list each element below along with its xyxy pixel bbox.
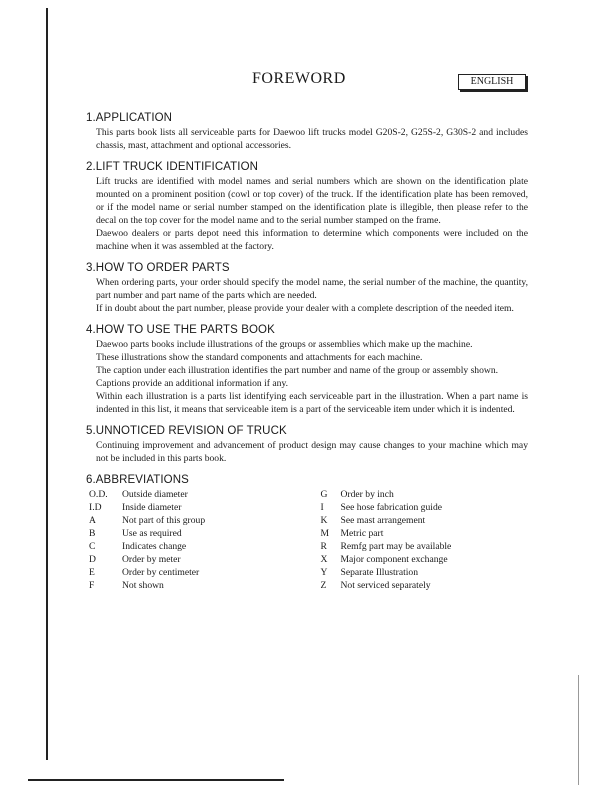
abbreviation-row — [321, 527, 529, 540]
abbreviation-row — [321, 553, 529, 566]
section-application — [86, 112, 528, 152]
section-paragraph: Within each illustration is a parts list identifying each serviceable part in the illustration. When a part name is indented in this list, it means that serviceable item is a part of the serviceable item under which it is indented. — [96, 391, 528, 415]
abbreviation-code: E — [89, 567, 95, 578]
abbreviation-code: O.D. — [89, 489, 108, 500]
abbreviation-meaning: Major component exchange — [340, 554, 448, 565]
abbreviation-meaning: Order by meter — [122, 554, 181, 565]
abbreviation-meaning: Order by centimeter — [122, 567, 200, 578]
abbreviation-meaning: Inside diameter — [122, 502, 182, 513]
abbreviation-meaning: Indicates change — [122, 541, 187, 552]
abbreviation-row — [89, 501, 301, 514]
section-revision — [86, 425, 528, 465]
abbreviation-code: C — [89, 541, 96, 552]
section-heading: 1.APPLICATION — [86, 112, 173, 124]
abbreviation-code: B — [89, 528, 96, 539]
abbreviation-row — [89, 553, 301, 566]
abbreviation-row — [321, 540, 529, 553]
section-heading: 6.ABBREVIATIONS — [86, 474, 189, 486]
section-abbreviations — [86, 474, 528, 592]
section-paragraph: Lift trucks are identified with model names and serial numbers which are shown on the identification plate mounted on a prominent position (cowl or top cover) of the truck. If the identification plate has been removed, or if the model name or serial number stamped on the identification plate is illegible, then please refer to the decal on the top cover for the model name and to the serial number stamped on the frame. — [96, 176, 528, 226]
abbreviation-meaning: Separate Illustration — [340, 567, 419, 578]
abbreviation-table — [89, 488, 528, 592]
abbreviation-code: Z — [320, 580, 327, 591]
scan-edge-bottom — [28, 779, 284, 781]
abbreviation-meaning: Not serviced separately — [340, 580, 431, 591]
abbreviation-meaning: See mast arrangement — [340, 515, 426, 526]
abbreviation-row — [321, 514, 529, 527]
section-use-parts-book — [86, 324, 528, 416]
section-paragraph: Daewoo parts books include illustrations of the groups or assemblies which make up the machine. — [96, 339, 473, 350]
abbreviation-meaning: Use as required — [122, 528, 182, 539]
abbreviation-column-right — [317, 488, 529, 592]
abbreviation-meaning: Remfg part may be available — [340, 541, 452, 552]
abbreviation-meaning: Metric part — [340, 528, 384, 539]
section-heading: 4.HOW TO USE THE PARTS BOOK — [86, 324, 275, 336]
foreword-content — [86, 112, 528, 601]
abbreviation-row — [321, 488, 529, 501]
abbreviation-row — [89, 566, 301, 579]
language-label: ENGLISH — [458, 74, 526, 90]
section-paragraph: If in doubt about the part number, please provide your dealer with a complete description of the needed item. — [96, 303, 514, 314]
abbreviation-code: R — [320, 541, 327, 552]
abbreviation-row — [89, 540, 301, 553]
abbreviation-meaning: See hose fabrication guide — [340, 502, 442, 513]
section-paragraph: The caption under each illustration identifies the part number and name of the group or assembly shown. — [96, 365, 499, 376]
section-heading: 3.HOW TO ORDER PARTS — [86, 262, 230, 274]
abbreviation-meaning: Not part of this group — [122, 515, 206, 526]
abbreviation-row — [89, 514, 301, 527]
section-paragraph: This parts book lists all serviceable parts for Daewoo lift trucks model G20S-2, G25S-2, G30S-2 and includes chassis, mast, attachment and optional accessories. — [96, 127, 528, 151]
abbreviation-meaning: Outside diameter — [122, 489, 188, 500]
section-heading: 5.UNNOTICED REVISION OF TRUCK — [86, 425, 287, 437]
section-paragraph: These illustrations show the standard components and attachments for each machine. — [96, 352, 423, 363]
scan-edge-left — [46, 8, 48, 760]
abbreviation-row — [89, 579, 301, 592]
section-paragraph: Daewoo dealers or parts depot need this information to determine which components were included on the machine when it was assembled at the factory. — [96, 228, 528, 252]
abbreviation-code: I — [320, 502, 324, 513]
section-paragraph: Continuing improvement and advancement of product design may cause changes to your machine which may not be included in this parts book. — [96, 440, 528, 464]
abbreviation-code: Y — [320, 567, 328, 578]
abbreviation-code: A — [89, 515, 96, 526]
abbreviation-code: D — [89, 554, 96, 565]
page-title: FOREWORD — [252, 70, 346, 87]
abbreviation-code: K — [320, 515, 328, 526]
abbreviation-meaning: Order by inch — [340, 489, 394, 500]
abbreviation-row — [321, 501, 529, 514]
abbreviation-meaning: Not shown — [122, 580, 164, 591]
abbreviation-code: F — [89, 580, 95, 591]
section-paragraph: When ordering parts, your order should specify the model name, the serial number of the machine, the quantity, part number and part name of the parts which are needed. — [96, 277, 528, 301]
section-paragraph: Captions provide an additional information if any. — [96, 378, 289, 389]
abbreviation-code: X — [320, 554, 328, 565]
section-order-parts — [86, 262, 528, 315]
abbreviation-row — [321, 579, 529, 592]
abbreviation-row — [89, 488, 301, 501]
abbreviation-code: I.D — [89, 502, 102, 513]
section-identification — [86, 161, 528, 253]
abbreviation-code: G — [320, 489, 328, 500]
scan-edge-right — [578, 675, 579, 785]
abbreviation-code: M — [320, 528, 330, 539]
abbreviation-column-left — [89, 488, 301, 592]
abbreviation-row — [321, 566, 529, 579]
section-heading: 2.LIFT TRUCK IDENTIFICATION — [86, 161, 259, 173]
abbreviation-row — [89, 527, 301, 540]
